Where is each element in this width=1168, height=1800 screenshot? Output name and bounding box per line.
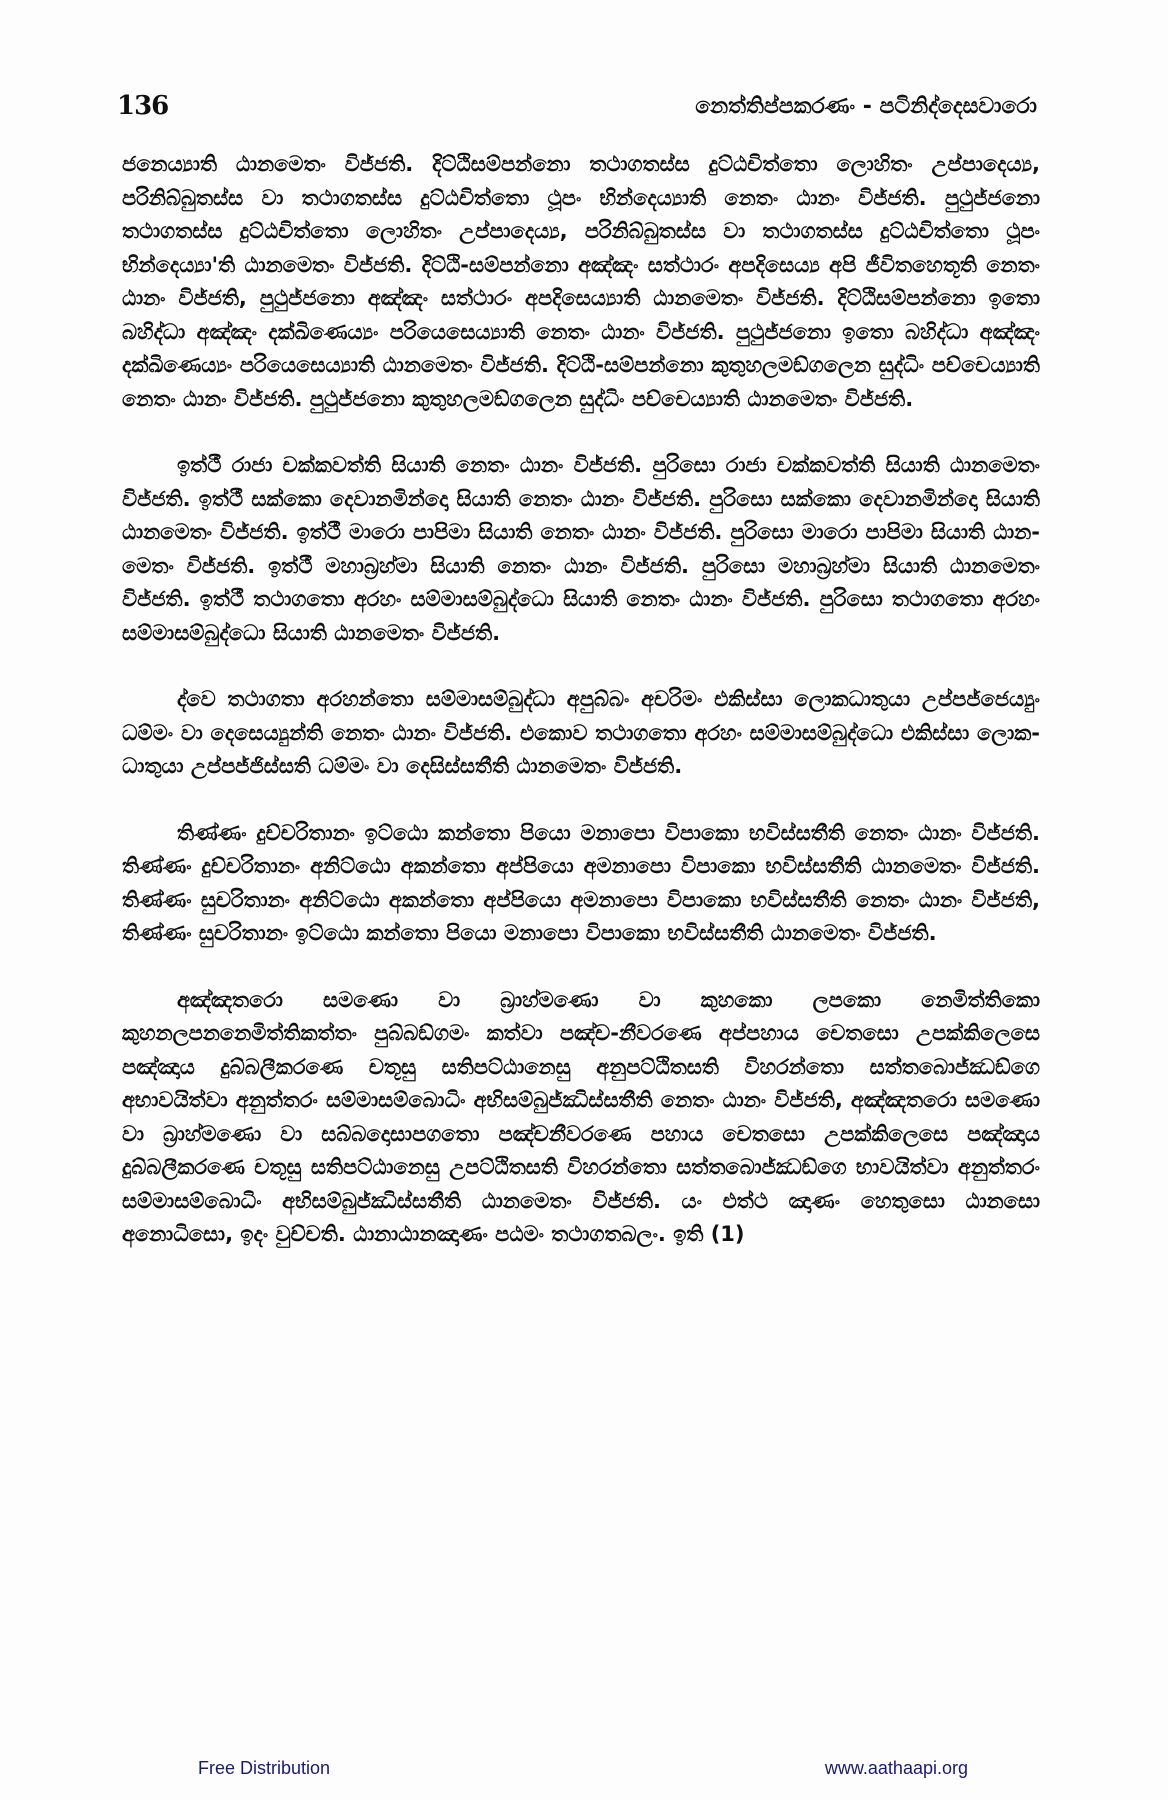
running-title: නෙත්තිප්පකරණං - පටිනිද්දෙසවාරො — [695, 93, 1037, 119]
page-number: 136 — [117, 91, 169, 121]
paragraph: ඉත්ථී රාජා චක්කවත්ති සියාති නෙතං ඨානං විජ්ජති. පුරිසො රාජා චක්කවත්ති සියාති ඨානමෙතං විජ්ජති. ඉත්ථී සක්කො දෙවානමින්දො සියාති නෙතං ඨානං විජ්ජති. පුරිසො සක්කො දෙවානමින්දො සියාති ඨානමෙතං විජ්ජති. ඉත්ථී මාරො පාපිමා සියාති නෙතං ඨානං විජ්ජති. පුරිසො මාරො පාපිමා සියාති ඨාන-මෙතං විජ්ජති. ඉත්ථී මහාබ්‍රහ්මා සියාති නෙතං ඨානං විජ්ජති. පුරිසො මහාබ්‍රහ්මා සියාති ඨානමෙතං විජ්ජති. ඉත්ථී තථාගතො අරහං සම්මාසම්බුද්ධො සියාති නෙතං ඨානං විජ්ජති. පුරිසො තථාගතො අරහං සම්මාසම්බුද්ධො සියාති ඨානමෙතං විජ්ජති. — [122, 453, 1040, 645]
footer-distribution-note: Free Distribution — [198, 1758, 331, 1778]
paragraph: තිණ්ණං දුච්චරිතානං ඉට්ඨො කන්තො පියො මනාපො විපාකො භවිස්සතීති නෙතං ඨානං විජ්ජති. තිණ්ණං දුච්චරිතානං අනිට්ඨො අකන්තො අප්පියො අමනාපො විපාකො භවිස්සතීති ඨානමෙතං විජ්ජති. තිණ්ණං සුචරිතානං අනිට්ඨො අකන්තො අප්පියො අමනාපො විපාකො භවිස්සතීති නෙතං ඨානං විජ්ජති, තිණ්ණං සුචරිතානං ඉට්ඨො කන්තො පියො මනාපො විපාකො භවිස්සතීති ඨානමෙතං විජ්ජති. — [122, 820, 1040, 945]
paragraph: ජනෙය්‍යාති ඨානමෙතං විජ්ජති. දිට්ඨිසම්පන්නො තථාගතස්ස දුට්ඨචිත්තො ලොහිතං උප්පාදෙය්‍ය, පරිනිබ්බුතස්ස වා තථාගතස්ස දුට්ඨචිත්තො ථූපං භින්දෙය්‍යාති නෙතං ඨානං විජ්ජති. පුථුජ්ජනො තථාගතස්ස දුට්ඨචිත්තො ලොහිතං උප්පාදෙය්‍ය, පරිනිබ්බුතස්ස වා තථාගතස්ස දුට්ඨචිත්තො ථූපං භින්දෙය්‍යා'ති ඨානමෙතං විජ්ජති. දිට්ඨි-සම්පන්නො අඤ්ඤං සත්ථාරං අපදිසෙය්‍ය අපි ජීවිතහෙතූති නෙතං ඨානං විජ්ජති, පුථුජ්ජනො අඤ්ඤං සත්ථාරං අපදිසෙය්‍යාති ඨානමෙතං විජ්ජති. දිට්ඨිසම්පන්නො ඉතො බහිද්ධා අඤ්ඤං දක්ඛිණෙය්‍යං පරියෙසෙය්‍යාති නෙතං ඨානං විජ්ජති. පුථුජ්ජනො ඉතො බහිද්ධා අඤ්ඤං දක්ඛිණෙය්‍යං පරියෙසෙය්‍යාති ඨානමෙතං විජ්ජති. දිට්ඨි-සම්පන්නො කුතුහලමඞ්ගලෙන සුද්ධිං පච්චෙය්‍යාති නෙතං ඨානං විජ්ජති. පුථුජ්ජනො කුතුහලමඞ්ගලෙන සුද්ධිං පච්චෙය්‍යාති ඨානමෙතං විජ්ජති. — [122, 152, 1040, 411]
body-text — [122, 148, 1040, 1285]
paragraph: අඤ්ඤතරො සමණො වා බ්‍රාහ්මණො වා කුහකො ලපකො නෙමිත්තිකො කුහනලපනනෙමිත්තිකත්තං පුබ්බඞ්ගමං කත්වා පඤ්ච-නීවරණෙ අප්පහාය චෙතසො උපක්කිලෙසෙ පඤ්ඤාය දුබ්බලීකරණෙ චතූසු සතිපට්ඨානෙසු අනුපට්ඨිතසති විහරන්තො සත්තබොජ්ඣඞ්ගෙ අභාවයිත්වා අනුත්තරං සම්මාසම්බොධිං අභිසම්බුජ්ඣිස්සතීති නෙතං ඨානං විජ්ජති, අඤ්ඤතරො සමණො වා බ්‍රාහ්මණො වා සබ්බදොසාපගතො පඤ්චනීවරණෙ පහාය චෙතසො උපක්කිලෙසෙ පඤ්ඤාය දුබ්බලීකරණෙ චතූසු සතිපට්ඨානෙසු උපට්ඨිතසති විහරන්තො සත්තබොජ්ඣඞ්ගෙ භාවයිත්වා අනුත්තරං සම්මාසම්බොධිං අභිසම්බුජ්ඣිස්සතීති ඨානමෙතං විජ්ජති. යං එත්ථ ඤාණං හෙතුසො ඨානසො අනොධිසො, ඉදං වුච්චති. ඨානාඨානඤාණං පඨමං තථාගතබලං. ඉති (1) — [122, 987, 1040, 1246]
footer-website: www.aathaapi.org — [824, 1758, 968, 1778]
page-header — [117, 86, 1037, 126]
page-footer — [198, 1758, 968, 1779]
paragraph: ද්වෙ තථාගතා අරහන්තො සම්මාසම්බුද්ධා අපුබ්බං අචරිමං එකිස්සා ලොකධාතුයා උප්පජ්ජෙය්‍යුං ධම්මං වා දෙසෙය්‍යුන්ති නෙතං ඨානං විජ්ජති. එකොව තථාගතො අරහං සම්මාසම්බුද්ධො එකිස්සා ලොක-ධාතුයා උප්පජ්ජිස්සති ධම්මං වා දෙසිස්සතීති ඨානමෙතං විජ්ජති. — [122, 687, 1040, 778]
